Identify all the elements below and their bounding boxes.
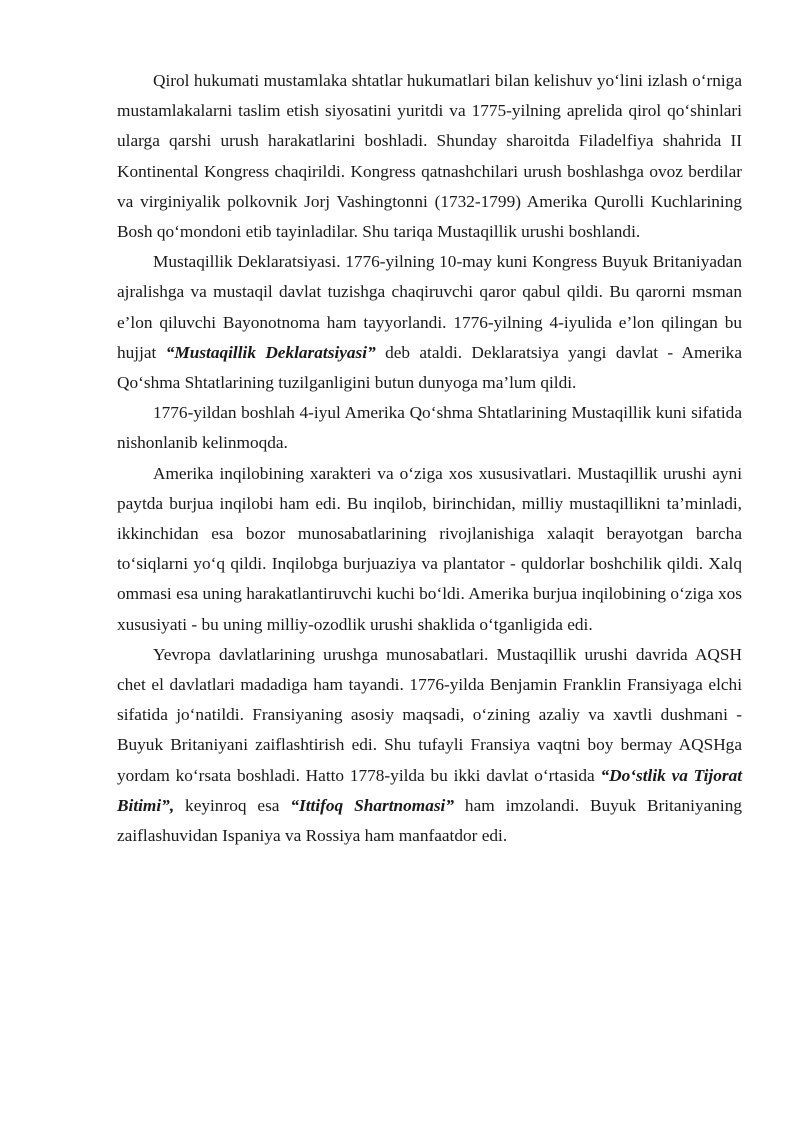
paragraph-text: Amerika inqilobining xarakteri va o‘ziga xos xususivatlari. Mustaqillik urushi ayni paytda burjua inqilobi ham edi. Bu inqilob, birinchidan, milliy mustaqillikni ta’minladi, ikkinchidan esa bozor munosabatlarining rivojlanishiga xalaqit berayotgan barcha to‘siqlarni yo‘q qildi. Inqilobga burjuaziya va plantator - quldorlar boshchilik qildi. Xalq ommasi esa uning harakatlantiruvchi kuchi bo‘ldi. Amerika burjua inqilobining o‘ziga xos xususiyati - bu uning milliy-ozodlik urushi shaklida o‘tganligida edi. bbox=[117, 463, 742, 634]
emphasized-term: “Do‘stlik va Tijorat Bitimi”, bbox=[117, 765, 743, 815]
paragraph bbox=[117, 66, 742, 247]
paragraph-text: 1776-yildan boshlah 4-iyul Amerika Qo‘shma Shtatlarining Mustaqillik kuni sifatida nishonlanib kelinmoqda. bbox=[117, 403, 742, 453]
paragraph-text: Mustaqillik Deklaratsiyasi. 1776-yilning 10-may kuni Kongress Buyuk Britaniyadan ajralishga va mustaqil davlat tuzishga chaqiruvchi qaror qabul qildi. Bu qarorni msman e’lon qiluvchi Bayonotnoma ham tayyorlandi. 1776-yilning 4-iyulida e’lon qilingan bu hujjat bbox=[117, 252, 742, 362]
paragraph bbox=[117, 247, 742, 398]
paragraph bbox=[117, 398, 742, 458]
document-page bbox=[117, 66, 742, 851]
emphasized-term: “Mustaqillik Deklaratsiyasi” bbox=[165, 342, 376, 362]
paragraph bbox=[117, 459, 742, 640]
paragraph-text: Qirol hukumati mustamlaka shtatlar hukumatlari bilan kelishuv yo‘lini izlash o‘rniga mustamlakalarni taslim etish siyosatini yuritdi va 1775-yilning aprelida qirol qo‘shinlari ularga qarshi urush harakatlarini boshladi. Shunday sharoitda Filadelfiya shahrida II Kontinental Kongress chaqirildi. Kongress qatnashchilari urush boshlashga ovoz berdilar va virginiyalik polkovnik Jorj Vashingtonni (1732-1799) Amerika Qurolli Kuchlarining Bosh qo‘mondoni etib tayinladilar. Shu tariqa Mustaqillik urushi boshlandi. bbox=[117, 71, 742, 242]
paragraph-text: ham imzolandi. Buyuk Britaniyaning zaiflashuvidan Ispaniya va Rossiya ham manfaatdor edi. bbox=[117, 795, 742, 846]
paragraph-text: deb ataldi. Deklaratsiya yangi davlat - Amerika Qo‘shma Shtatlarining tuzilganligini butun dunyoga ma’lum qildi. bbox=[117, 342, 742, 393]
emphasized-term: “Ittifoq Shartnomasi” bbox=[290, 795, 455, 815]
paragraph-text: Yevropa davlatlarining urushga munosabatlari. Mustaqillik urushi davrida AQSH chet el davlatlari madadiga ham tayandi. 1776-yilda Benjamin Franklin Fransiyaga elchi sifatida jo‘natildi. Fransiyaning asosiy maqsadi, o‘zining azaliy va xavtli dushmani - Buyuk Britaniyani zaiflashtirish edi. Shu tufayli Fransiya vaqtni boy bermay AQSHga yordam ko‘rsata boshladi. Hatto 1778-yilda bu ikki davlat o‘rtasida bbox=[117, 644, 742, 785]
paragraph-text: keyinroq esa bbox=[174, 795, 291, 815]
paragraph bbox=[117, 640, 742, 851]
